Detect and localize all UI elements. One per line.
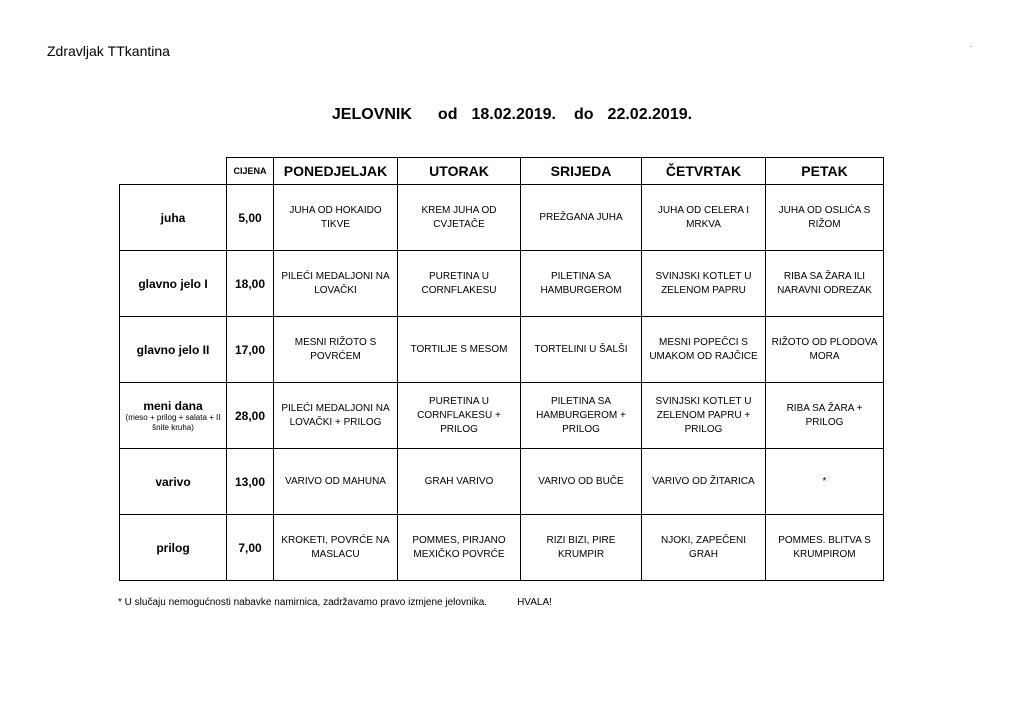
thanks-text: HVALA! (517, 597, 552, 608)
footnote-text: * U slučaju nemogućnosti nabavke namirnica, zadržavamo pravo izmjene jelovnika. (118, 597, 488, 608)
canteen-name: Zdravljak ΤΤkantina (47, 43, 170, 59)
price-cell: 17,00 (227, 317, 274, 383)
dish-cell-tuesday: GRAH VARIVO (398, 449, 521, 515)
dish-cell-friday: RIŽOTO OD PLODOVA MORA (766, 317, 884, 383)
dish-cell-friday: RIBA SA ŽARA + PRILOG (766, 383, 884, 449)
dish-cell-friday: POMMES. BLITVA S KRUMPIROM (766, 515, 884, 581)
dish-cell-wednesday: PILETINA SA HAMBURGEROM + PRILOG (521, 383, 642, 449)
dish-cell-tuesday: PURETINA U CORNFLAKESU (398, 251, 521, 317)
dish-cell-wednesday: RIZI BIZI, PIRE KRUMPIR (521, 515, 642, 581)
dish-cell-friday: * (766, 449, 884, 515)
day-header-thursday: ČETVRTAK (642, 158, 766, 185)
dish-cell-monday: PILEĆI MEDALJONI NA LOVAČKI + PRILOG (274, 383, 398, 449)
dish-cell-thursday: NJOKI, ZAPEČENI GRAH (642, 515, 766, 581)
header-row (120, 158, 884, 185)
table-row (120, 515, 884, 581)
price-header: CIJENA (227, 158, 274, 185)
menu-title (0, 106, 1024, 124)
footnote (118, 597, 552, 608)
category-label: glavno jelo II (136, 342, 210, 357)
category-label: meni dana (143, 398, 203, 413)
price-cell: 7,00 (227, 515, 274, 581)
dish-cell-thursday: MESNI POPEČCI S UMAKOM OD RAJČICE (642, 317, 766, 383)
dish-cell-monday: KROKETI, POVRĆE NA MASLACU (274, 515, 398, 581)
dish-cell-thursday: JUHA OD CELERA I MRKVA (642, 185, 766, 251)
dish-cell-monday: JUHA OD HOKAIDO TIKVE (274, 185, 398, 251)
table-row (120, 185, 884, 251)
title-from-date: 18.02.2019. (471, 106, 556, 123)
table-row (120, 317, 884, 383)
table-row (120, 251, 884, 317)
dish-cell-monday: VARIVO OD MAHUNA (274, 449, 398, 515)
title-label: JELOVNIK (331, 106, 412, 123)
day-header-tuesday: UTORAK (398, 158, 521, 185)
day-header-monday: PONEDJELJAK (274, 158, 398, 185)
table-row (120, 449, 884, 515)
price-cell: 18,00 (227, 251, 274, 317)
dish-cell-wednesday: TORTELINI U ŠALŠI (521, 317, 642, 383)
menu-table (119, 157, 884, 581)
category-note: (meso + prilog + salata + II šnite kruha) (125, 412, 221, 432)
day-header-wednesday: SRIJEDA (521, 158, 642, 185)
price-cell: 13,00 (227, 449, 274, 515)
title-from-word: od (437, 106, 458, 123)
dish-cell-tuesday: KREM JUHA OD CVJETAČE (398, 185, 521, 251)
title-to-word: do (574, 106, 594, 123)
dish-cell-tuesday: PURETINA U CORNFLAKESU + PRILOG (398, 383, 521, 449)
dish-cell-monday: MESNI RIŽOTO S POVRĆEM (274, 317, 398, 383)
table-row (120, 383, 884, 449)
dish-cell-thursday: VARIVO OD ŽITARICA (642, 449, 766, 515)
title-to-date: 22.02.2019. (607, 106, 693, 123)
dish-cell-thursday: SVINJSKI KOTLET U ZELENOM PAPRU (642, 251, 766, 317)
category-label: juha (160, 210, 186, 225)
category-label: varivo (155, 474, 191, 489)
dish-cell-wednesday: PREŽGANA JUHA (521, 185, 642, 251)
dish-cell-tuesday: TORTILJE S MESOM (398, 317, 521, 383)
category-label: glavno jelo I (138, 276, 208, 291)
day-header-friday: PETAK (766, 158, 884, 185)
dish-cell-monday: PILEĆI MEDALJONI NA LOVAČKI (274, 251, 398, 317)
dish-cell-thursday: SVINJSKI KOTLET U ZELENOM PAPRU + PRILOG (642, 383, 766, 449)
dish-cell-wednesday: VARIVO OD BUČE (521, 449, 642, 515)
dish-cell-friday: JUHA OD OSLIĆA S RIŽOM (766, 185, 884, 251)
category-cell (120, 383, 227, 449)
category-cell (120, 317, 227, 383)
price-cell: 5,00 (227, 185, 274, 251)
price-cell: 28,00 (227, 383, 274, 449)
category-label: prilog (156, 540, 190, 555)
category-cell (120, 449, 227, 515)
category-cell (120, 185, 227, 251)
empty-corner-cell (120, 158, 227, 185)
category-cell (120, 515, 227, 581)
corner-mark: . (970, 40, 973, 49)
dish-cell-wednesday: PILETINA SA HAMBURGEROM (521, 251, 642, 317)
category-cell (120, 251, 227, 317)
dish-cell-tuesday: POMMES, PIRJANO MEXIČKO POVRĆE (398, 515, 521, 581)
dish-cell-friday: RIBA SA ŽARA ILI NARAVNI ODREZAK (766, 251, 884, 317)
